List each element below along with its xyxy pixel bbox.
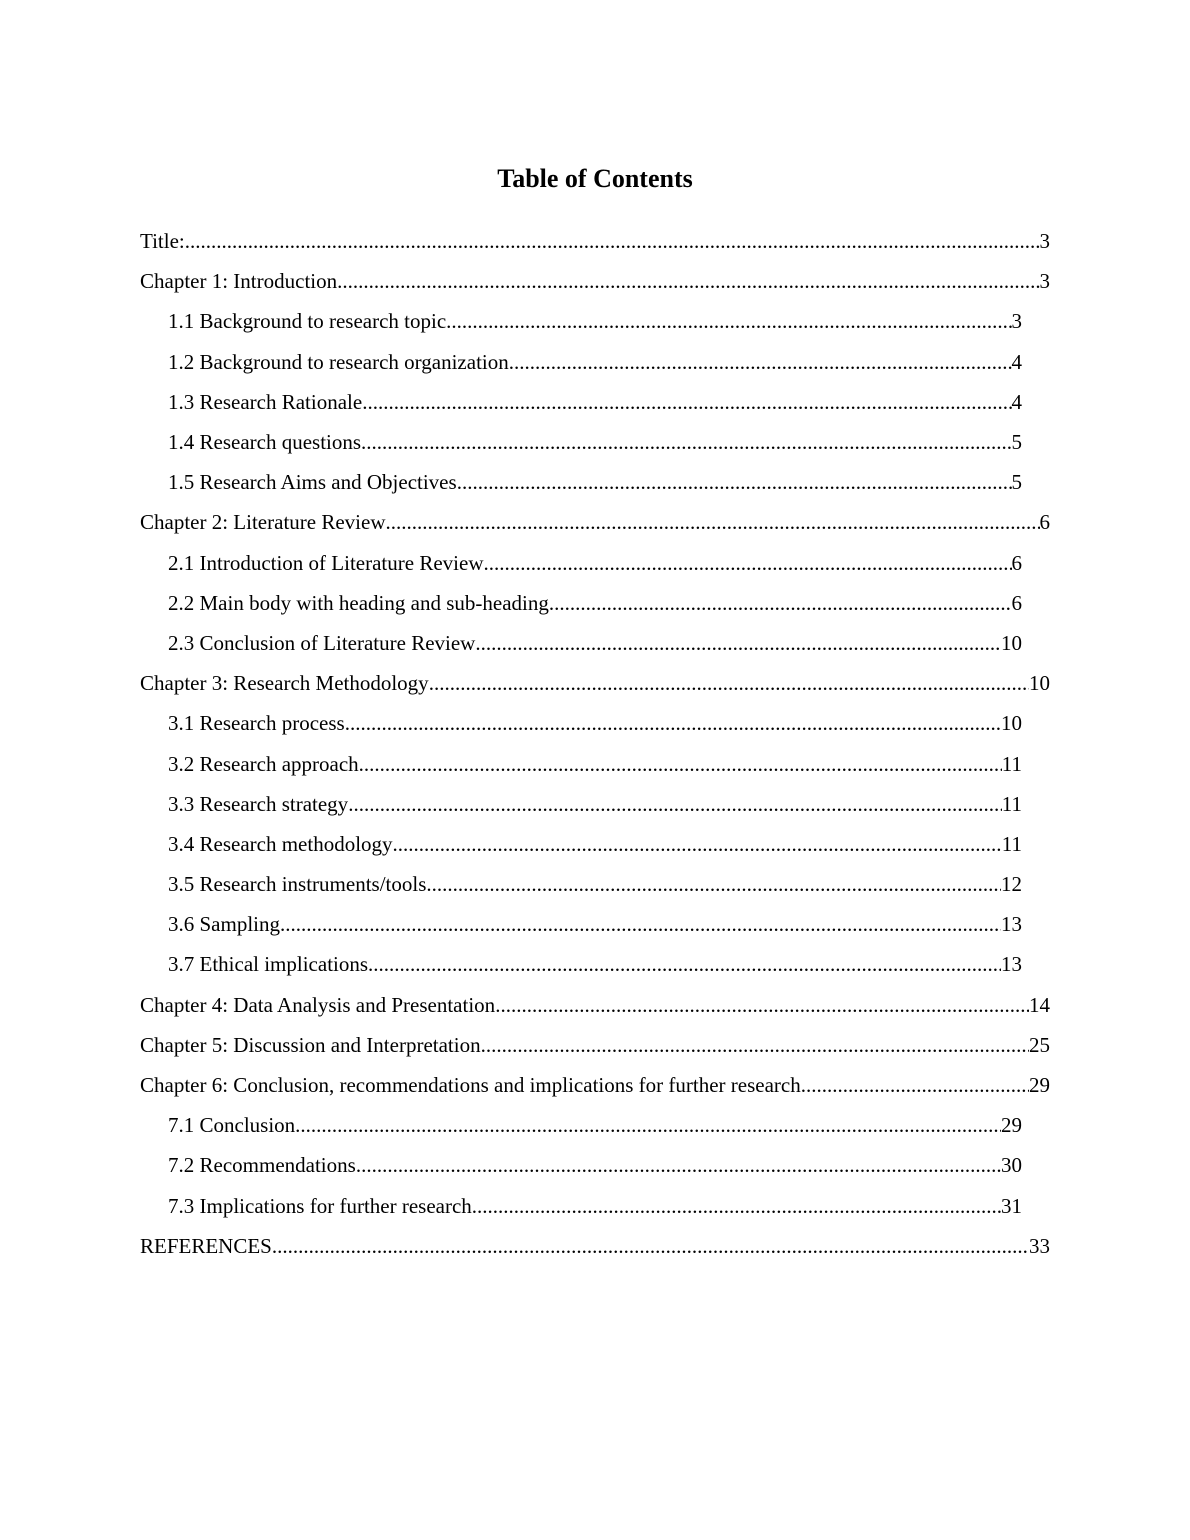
toc-entry-1-3[interactable]	[168, 382, 1022, 422]
dot-leader	[362, 387, 1011, 417]
dot-leader	[472, 1191, 1001, 1221]
toc-entry-label: 3.4 Research methodology	[168, 831, 393, 856]
toc-entry-page: 11	[1001, 831, 1022, 856]
toc-entry-label: Chapter 6: Conclusion, recommendations and implications for further research	[140, 1073, 801, 1098]
toc-entry-7-3[interactable]	[168, 1186, 1022, 1226]
toc-entry-page: 29	[1029, 1073, 1050, 1098]
toc-entry-page: 25	[1029, 1032, 1050, 1057]
toc-entry-label: 3.1 Research process	[168, 711, 345, 736]
toc-title: Table of Contents	[497, 164, 693, 193]
dot-leader	[429, 668, 1029, 698]
dot-leader	[509, 347, 1012, 377]
toc-entry-label: REFERENCES	[140, 1233, 272, 1258]
toc-entry-page: 6	[1011, 550, 1022, 575]
toc-entry-page: 31	[1001, 1193, 1022, 1218]
dot-leader	[483, 548, 1011, 578]
toc-entry-chapter-3[interactable]	[140, 663, 1050, 703]
toc-entry-label: 3.2 Research approach	[168, 751, 359, 776]
toc-entry-label: 2.3 Conclusion of Literature Review	[168, 630, 476, 655]
dot-leader	[359, 749, 1002, 779]
dot-leader	[295, 1110, 1001, 1140]
toc-entry-page: 33	[1029, 1233, 1050, 1258]
dot-leader	[356, 1150, 1001, 1180]
dot-leader	[345, 708, 1001, 738]
toc-entry-page: 30	[1001, 1153, 1022, 1178]
toc-entry-label: 7.2 Recommendations	[168, 1153, 356, 1178]
toc-entry-references[interactable]	[140, 1226, 1050, 1266]
toc-entry-3-4[interactable]	[168, 824, 1022, 864]
toc-entry-label: Chapter 1: Introduction	[140, 269, 338, 294]
toc-entry-label: 1.4 Research questions	[168, 430, 362, 455]
toc-entry-1-4[interactable]	[168, 422, 1022, 462]
toc-entry-page: 5	[1011, 470, 1022, 495]
toc-entry-page: 10	[1001, 630, 1022, 655]
toc-entry-page: 11	[1001, 791, 1022, 816]
toc-entry-page: 14	[1029, 992, 1050, 1017]
dot-leader	[426, 869, 1001, 899]
toc-entry-page: 3	[1039, 229, 1050, 254]
toc-entry-7-2[interactable]	[168, 1145, 1022, 1185]
toc-entry-label: 3.7 Ethical implications	[168, 952, 369, 977]
toc-entry-3-1[interactable]	[168, 703, 1022, 743]
toc-entry-label: 2.1 Introduction of Literature Review	[168, 550, 484, 575]
toc-entry-2-3[interactable]	[168, 623, 1022, 663]
dot-leader	[368, 949, 1001, 979]
dot-leader	[185, 226, 1040, 256]
toc-entry-1-2[interactable]	[168, 342, 1022, 382]
dot-leader	[348, 789, 1002, 819]
toc-entry-page: 3	[1039, 269, 1050, 294]
toc-entry-chapter-5[interactable]	[140, 1025, 1050, 1065]
toc-entry-3-7[interactable]	[168, 944, 1022, 984]
toc-entry-2-2[interactable]	[168, 583, 1022, 623]
toc-entry-label: Title:	[140, 229, 185, 254]
toc-entry-chapter-4[interactable]	[140, 985, 1050, 1025]
toc-entry-chapter-6[interactable]	[140, 1065, 1050, 1105]
toc-entry-page: 4	[1011, 349, 1022, 374]
dot-leader	[495, 990, 1029, 1020]
toc-entry-label: 1.3 Research Rationale	[168, 389, 363, 414]
dot-leader	[393, 829, 1002, 859]
toc-entry-label: Chapter 3: Research Methodology	[140, 671, 429, 696]
toc-entry-page: 4	[1011, 389, 1022, 414]
toc-entry-page: 5	[1011, 430, 1022, 455]
dot-leader	[446, 306, 1011, 336]
toc-entry-chapter-1[interactable]	[140, 261, 1050, 301]
dot-leader	[457, 467, 1012, 497]
toc-entry-page: 11	[1001, 751, 1022, 776]
toc-entry-label: 1.2 Background to research organization	[168, 349, 509, 374]
toc-entry-label: 2.2 Main body with heading and sub-heading	[168, 590, 549, 615]
toc-entry-2-1[interactable]	[168, 543, 1022, 583]
dot-leader	[272, 1231, 1029, 1261]
toc-list	[0, 221, 1190, 1266]
dot-leader	[801, 1070, 1029, 1100]
toc-entry-chapter-2[interactable]	[140, 502, 1050, 542]
toc-entry-page: 13	[1001, 952, 1022, 977]
dot-leader	[361, 427, 1011, 457]
toc-entry-page: 3	[1011, 309, 1022, 334]
toc-entry-3-5[interactable]	[168, 864, 1022, 904]
toc-entry-3-6[interactable]	[168, 904, 1022, 944]
dot-leader	[280, 909, 1001, 939]
toc-entry-page: 29	[1001, 1113, 1022, 1138]
toc-entry-label: 7.1 Conclusion	[168, 1113, 296, 1138]
toc-entry-7-1[interactable]	[168, 1105, 1022, 1145]
toc-entry-page: 13	[1001, 912, 1022, 937]
dot-leader	[475, 628, 1001, 658]
toc-entry-label: Chapter 4: Data Analysis and Presentation	[140, 992, 496, 1017]
toc-entry-label: 7.3 Implications for further research	[168, 1193, 472, 1218]
toc-entry-label: 1.1 Background to research topic	[168, 309, 447, 334]
toc-entry-label: Chapter 2: Literature Review	[140, 510, 386, 535]
toc-entry-page: 6	[1039, 510, 1050, 535]
toc-entry-label: 3.3 Research strategy	[168, 791, 349, 816]
toc-entry-page: 12	[1001, 872, 1022, 897]
toc-entry-1-1[interactable]	[168, 301, 1022, 341]
toc-entry-label: Chapter 5: Discussion and Interpretation	[140, 1032, 481, 1057]
toc-entry-page: 10	[1001, 711, 1022, 736]
toc-entry-label: 3.5 Research instruments/tools	[168, 872, 427, 897]
toc-entry-label: 1.5 Research Aims and Objectives	[168, 470, 457, 495]
toc-entry-page: 6	[1011, 590, 1022, 615]
toc-entry-title[interactable]	[140, 221, 1050, 261]
dot-leader	[549, 588, 1012, 618]
toc-entry-page: 10	[1029, 671, 1050, 696]
toc-entry-3-3[interactable]	[168, 784, 1022, 824]
toc-entry-3-2[interactable]	[168, 743, 1022, 783]
dot-leader	[481, 1030, 1029, 1060]
toc-entry-1-5[interactable]	[168, 462, 1022, 502]
dot-leader	[386, 507, 1040, 537]
dot-leader	[337, 266, 1039, 296]
toc-entry-label: 3.6 Sampling	[168, 912, 281, 937]
